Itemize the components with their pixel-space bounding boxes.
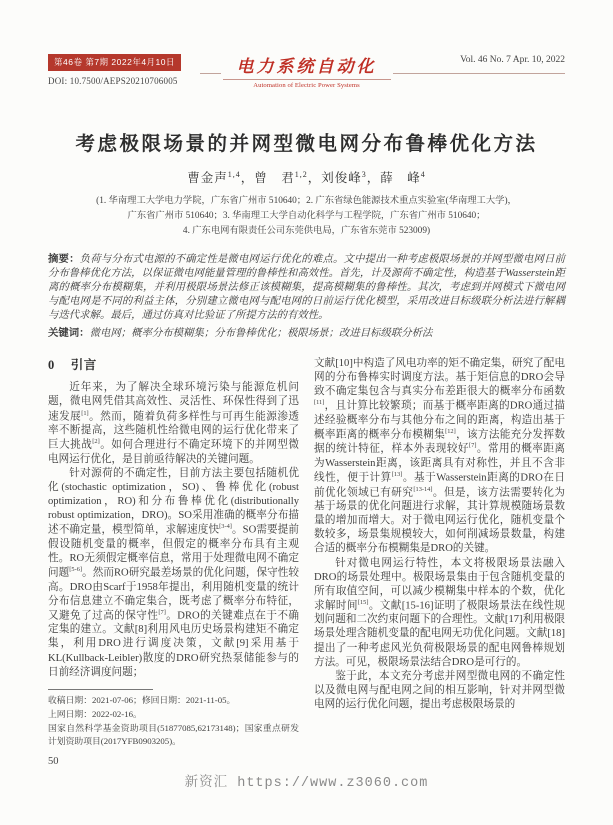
body-paragraph: 针对源荷的不确定性，目前方法主要包括随机优化(stochastic optimization，SO)、鲁棒优化(robust optimization，RO)和分布鲁棒优化(distributionally robust optimization，DRO)。SO采用准确的概率分布描述不确定量，模型简单，求解速度快[3-4]。SO需要提前假设随机变量的概率，但假定的概率分布具有主观性。RO无须假定概率信息，常用于处理微电网不确定问题[5-6]。然而RO研究最差场景的优化问题，保守性较高。DRO由Scarf于1958年提出，利用随机变量的统计分布信息建立不确定集合，既考虑了概率分布特征，又避免了过高的保守性[7]。DRO的关键难点在于不确定集的建立。文献[8]利用风电历史场景构建矩不确定集，利用DRO进行调度决策，文献[9]采用基于KL(Kullback-Leibler)散度的DRO研究热泵储能参与的日前经济调度问题； — [48, 467, 300, 678]
right-column — [314, 357, 565, 749]
affiliation-line: 4. 广东电网有限责任公司东莞供电局，广东省东莞市 523009) — [182, 226, 431, 237]
abstract-text: 负荷与分布式电源的不确定性是微电网运行优化的难点。文中提出一种考虑极限场景的并网型微电网日前分布鲁棒优化方法，以保证微电网能量管理的鲁棒性和高效性。首先，计及源荷不确定性，构造基于Wasserstein距离的概率分布模糊集，并利用极限场景法修正该模糊集，提高模糊集的鲁棒性。其次，考虑到并网模式下微电网与配电网是不同的利益主体，分别建立微电网与配电网的日前运行优化模型，采用改进目标级联分析法进行解耦与迭代求解。最后，通过仿真对比验证了所提方法的有效性。 — [48, 254, 566, 321]
body-paragraph: 针对微电网运行特性，本文将极限场景法融入DRO的场景处理中。极限场景集由于包含随机变量的所有取值空间，可以减少模糊集中样本的个数，优化求解时间[15]。文献[15-16]证明了极限场景法在线性规划问题和二次约束问题下的合理性。文献[17]利用极限场景处理含随机变量的配电网无功优化问题。文献[18]提出了一种考虑风光负荷极限场景的配电网鲁棒规划方法。可见，极限场景法结合DRO是可行的。 — [314, 557, 565, 668]
footnote — [48, 689, 299, 749]
abstract-label: 摘要： — [48, 254, 80, 266]
doi-text: DOI: 10.7500/AEPS20210706005 — [48, 75, 178, 86]
footnote-rule — [48, 689, 153, 690]
abstract — [48, 253, 565, 323]
article-title: 考虑极限场景的并网型微电网分布鲁棒优化方法 — [75, 134, 538, 155]
page-number: 50 — [48, 755, 59, 767]
volume-info: Vol. 46 No. 7 Apr. 10, 2022 — [460, 55, 565, 65]
issue-badge: 第46卷 第7期 2022年4月10日 — [48, 54, 181, 71]
affiliation-line: 广东省广州市 510640；3. 华南理工大学自动化科学与工程学院，广东省广州市 510640； — [127, 211, 486, 222]
body-columns — [48, 357, 565, 749]
body-paragraph: 鉴于此，本文充分考虑并网型微电网的不确定性以及微电网与配电网之间的相互影响，针对并网型微电网的运行优化问题，提出考虑极限场景的 — [314, 670, 565, 710]
keywords — [48, 327, 565, 341]
watermark: 新资汇 https://www.z3060.com — [184, 775, 429, 791]
section-number: 0 — [48, 357, 55, 372]
footnote-line: 上网日期：2022-02-16。 — [48, 708, 142, 719]
left-column — [48, 357, 299, 749]
affiliation-line: (1. 华南理工大学电力学院，广东省广州市 510640；2. 广东省绿色能源技术重点实验室(华南理工大学)， — [96, 196, 517, 206]
body-paragraph: 近年来，为了解决全球环境污染与能源危机问题，微电网凭借其高效性、灵活性、环保性得到了迅速发展[1]。然而，随着负荷多样性与可再生能源渗透率不断提高，这些随机性给微电网的运行优化带来了巨大挑战[2]。如何合理进行不确定环境下的并网型微电网运行优化，是目前亟待解决的关键问题。 — [48, 382, 300, 465]
journal-header — [48, 52, 565, 92]
journal-name-en: Automation of Electric Power Systems — [253, 82, 360, 89]
keywords-label: 关键词： — [48, 327, 90, 339]
journal-name-cn: 电力系统自动化 — [223, 52, 391, 80]
footnote-line: 国家自然科学基金资助项目(51877085,62173148)；国家重点研发计划资助项目(2017YFB0903205)。 — [48, 722, 299, 747]
body-paragraph: 文献[10]中构造了风电功率的矩不确定集，研究了配电网的分布鲁棒实时调度方法。基于矩信息的DRO会导致不确定集包含与真实分布差距很大的概率分布函数[11]，且计算比较繁琐；而基于概率距离的DRO通过描述经验概率分布与其他分布之间的距离，构造出基于概率距离的概率分布模糊集[12]，该方法能充分发挥数据的统计特征，样本外表现较好[7]。常用的概率距离为Wasserstein距离，该距离具有对称性，并且不含非线性，便于计算[13]。基于Wasserstein距离的DRO在日前优化领域已有研究[13-14]。但是，该方法需要转化为基于场景的优化问题进行求解，其计算规模随场景数量的增加而增大。对于微电网运行优化，随机变量个数较多，场景集规模较大，如何削减场景数量，构建合适的概率分布模糊集是DRO的关键。 — [314, 357, 565, 555]
section-title: 引言 — [70, 357, 97, 372]
journal-logo — [223, 52, 391, 89]
header-left — [48, 52, 248, 86]
affiliation-block — [48, 194, 565, 239]
keywords-text: 微电网；概率分布模糊集；分布鲁棒优化；极限场景；改进目标级联分析法 — [89, 327, 433, 339]
section-heading — [48, 357, 299, 374]
header-rule-right — [393, 73, 566, 74]
footnote-line: 收稿日期：2021-07-06；修回日期：2021-11-05。 — [48, 695, 236, 706]
author-line: 曹金声$^{1,4}$，曾 君$^{1,2}$，刘俊峰$^3$，薛 峰$^4$ — [187, 169, 426, 185]
